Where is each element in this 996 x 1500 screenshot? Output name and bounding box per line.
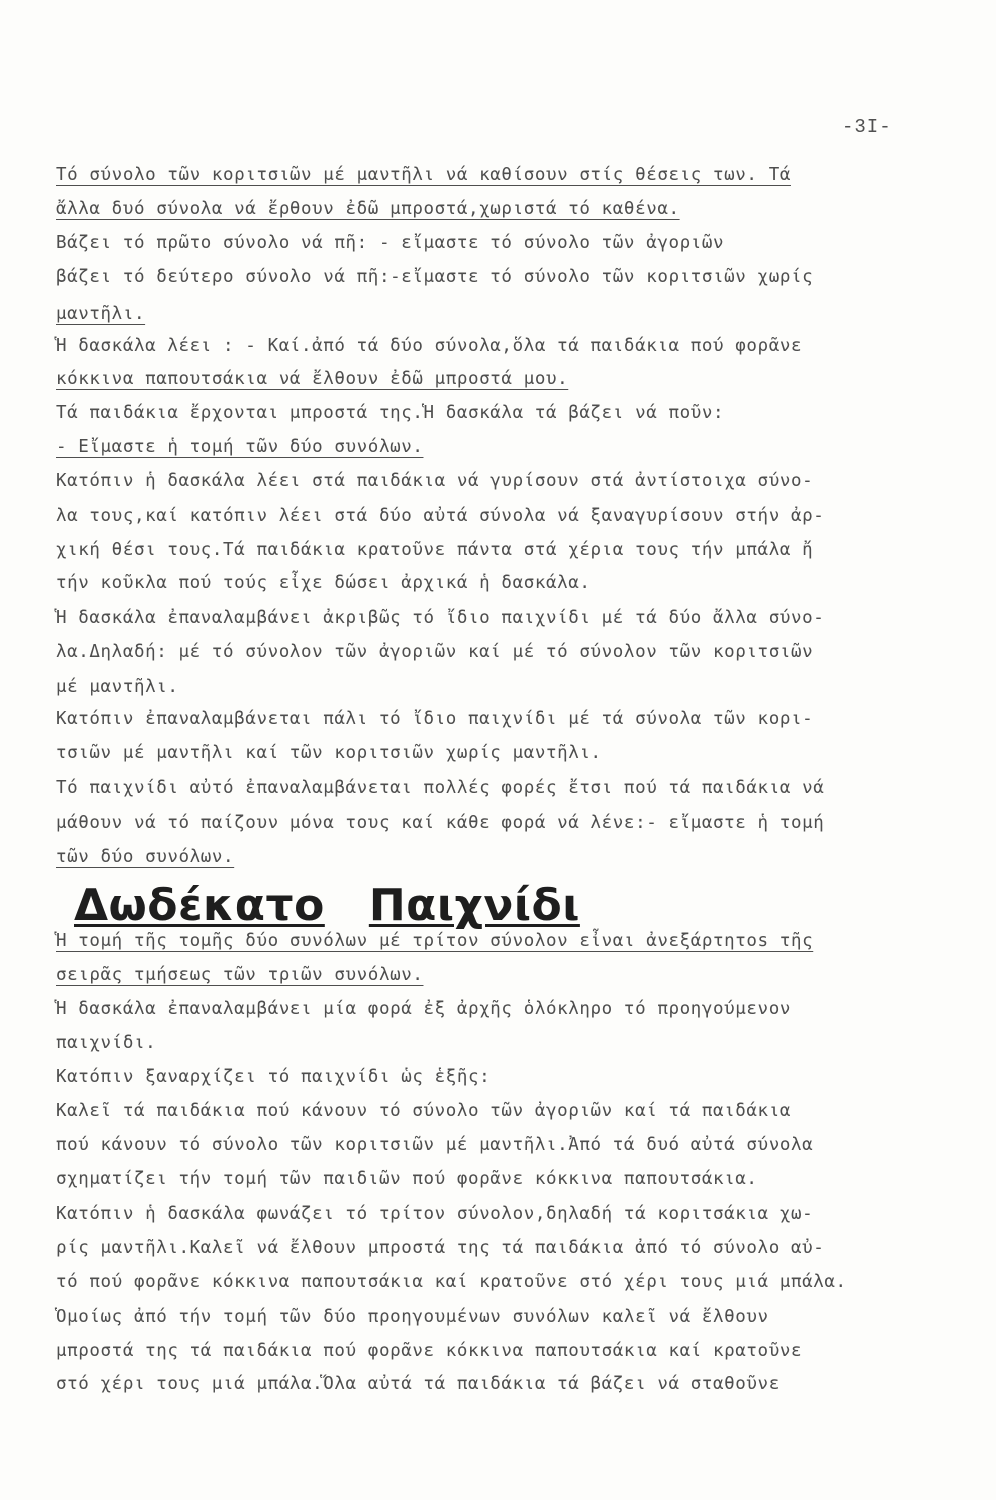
text-line: μάθουν νά τό παίζουν μόνα τους καί κάθε φορά νά λένε:- εἴμαστε ἡ τομή: [56, 813, 825, 833]
text-line: Ἡ δασκάλα λέει : - Καί.ἀπό τά δύο σύνολα,ὅλα τά παιδάκια πού φορᾶνε: [56, 336, 803, 356]
text-line: μέ μαντῆλι.: [56, 677, 179, 697]
text-line: σειρᾶς τμήσεως τῶν τριῶν συνόλων.: [56, 965, 424, 985]
text-line: Κατόπιν ἐπαναλαμβάνεται πάλι τό ἴδιο παιχνίδι μέ τά σύνολα τῶν κορι-: [56, 709, 814, 729]
text-line: τῶν δύο συνόλων.: [56, 847, 235, 867]
text-line: πού κάνουν τό σύνολο τῶν κοριτσιῶν μέ μαντῆλι.Ἀπό τά δυό αὐτά σύνολα: [56, 1135, 814, 1155]
text-line: Ἡ δασκάλα ἐπαναλαμβάνει ἀκριβῶς τό ἴδιο παιχνίδι μέ τά δύο ἄλλα σύνο-: [56, 608, 825, 628]
section-heading: [74, 878, 580, 934]
text-line: ἄλλα δυό σύνολα νά ἔρθουν ἐδῶ μπροστά,χωριστά τό καθένα.: [56, 199, 680, 219]
text-line: Τό σύνολο τῶν κοριτσιῶν μέ μαντῆλι νά καθίσουν στίς θέσεις των. Τά: [56, 165, 791, 185]
text-line: - Εἴμαστε ἡ τομή τῶν δύο συνόλων.: [56, 437, 424, 457]
text-line: στό χέρι τους μιά μπάλα.Ὅλα αὐτά τά παιδάκια τά βάζει νά σταθοῦνε: [56, 1374, 780, 1394]
text-line: μαντῆλι.: [56, 304, 146, 324]
text-line: Κατόπιν ξαναρχίζει τό παιχνίδι ὡς ἑξῆς:: [56, 1067, 491, 1087]
text-line: Βάζει τό πρῶτο σύνολο νά πῆ: - εἴμαστε τό σύνολο τῶν ἀγοριῶν: [56, 233, 725, 253]
text-line: βάζει τό δεύτερο σύνολο νά πῆ:-εἴμαστε τό σύνολο τῶν κοριτσιῶν χωρίς: [56, 267, 814, 287]
heading-word-1: Δωδέκατο: [74, 880, 325, 931]
text-line: Κατόπιν ἡ δασκάλα φωνάζει τό τρίτον σύνολον,δηλαδή τά κοριτσάκια χω-: [56, 1204, 814, 1224]
text-line: Ἡ τομή τῆς τομῆς δύο συνόλων μέ τρίτον σύνολον εἶναι ἀνεξάρτητοs τῆς: [56, 931, 814, 951]
text-line: Τό παιχνίδι αὐτό ἐπαναλαμβάνεται πολλές φορές ἔτσι πού τά παιδάκια νά: [56, 778, 825, 798]
text-line: παιχνίδι.: [56, 1033, 157, 1053]
text-line: λα τους,καί κατόπιν λέει στά δύο αὐτά σύνολα νά ξαναγυρίσουν στήν ἀρ-: [56, 506, 825, 526]
text-line: τήν κοῦκλα πού τούς εἶχε δώσει ἀρχικά ἡ δασκάλα.: [56, 573, 591, 593]
text-line: Καλεῖ τά παιδάκια πού κάνουν τό σύνολο τῶν ἀγοριῶν καί τά παιδάκια: [56, 1101, 791, 1121]
text-line: Κατόπιν ἡ δασκάλα λέει στά παιδάκια νά γυρίσουν στά ἀντίστοιχα σύνο-: [56, 471, 814, 491]
text-line: τσιῶν μέ μαντῆλι καί τῶν κοριτσιῶν χωρίς μαντῆλι.: [56, 743, 602, 763]
text-line: σχηματίζει τήν τομή τῶν παιδιῶν πού φορᾶνε κόκκινα παπουτσάκια.: [56, 1169, 758, 1189]
text-line: μπροστά της τά παιδάκια πού φορᾶνε κόκκινα παπουτσάκια καί κρατοῦνε: [56, 1341, 803, 1361]
heading-word-2: Παιχνίδι: [368, 880, 580, 931]
text-line: κόκκινα παπουτσάκια νά ἔλθουν ἐδῶ μπροστά μου.: [56, 369, 569, 389]
text-line: Ἡ δασκάλα ἐπαναλαμβάνει μία φορά ἐξ ἀρχῆς ὁλόκληρο τό προηγούμενον: [56, 999, 791, 1019]
text-line: λα.Δηλαδή: μέ τό σύνολον τῶν ἀγοριῶν καί μέ τό σύνολον τῶν κοριτσιῶν: [56, 642, 814, 662]
text-line: χική θέσι τους.Τά παιδάκια κρατοῦνε πάντα στά χέρια τους τήν μπάλα ἤ: [56, 540, 814, 560]
text-line: Τά παιδάκια ἔρχονται μπροστά της.Ἡ δασκάλα τά βάζει νά ποῦν:: [56, 403, 725, 423]
text-line: ρίς μαντῆλι.Καλεῖ νά ἔλθουν μπροστά της τά παιδάκια ἀπό τό σύνολο αὐ-: [56, 1238, 825, 1258]
page-number: -3I-: [842, 116, 892, 138]
text-line: τό πού φορᾶνε κόκκινα παπουτσάκια καί κρατοῦνε στό χέρι τους μιά μπάλα.: [56, 1272, 847, 1292]
text-line: Ὁμοίως ἀπό τήν τομή τῶν δύο προηγουμένων συνόλων καλεῖ νά ἔλθουν: [56, 1307, 769, 1327]
